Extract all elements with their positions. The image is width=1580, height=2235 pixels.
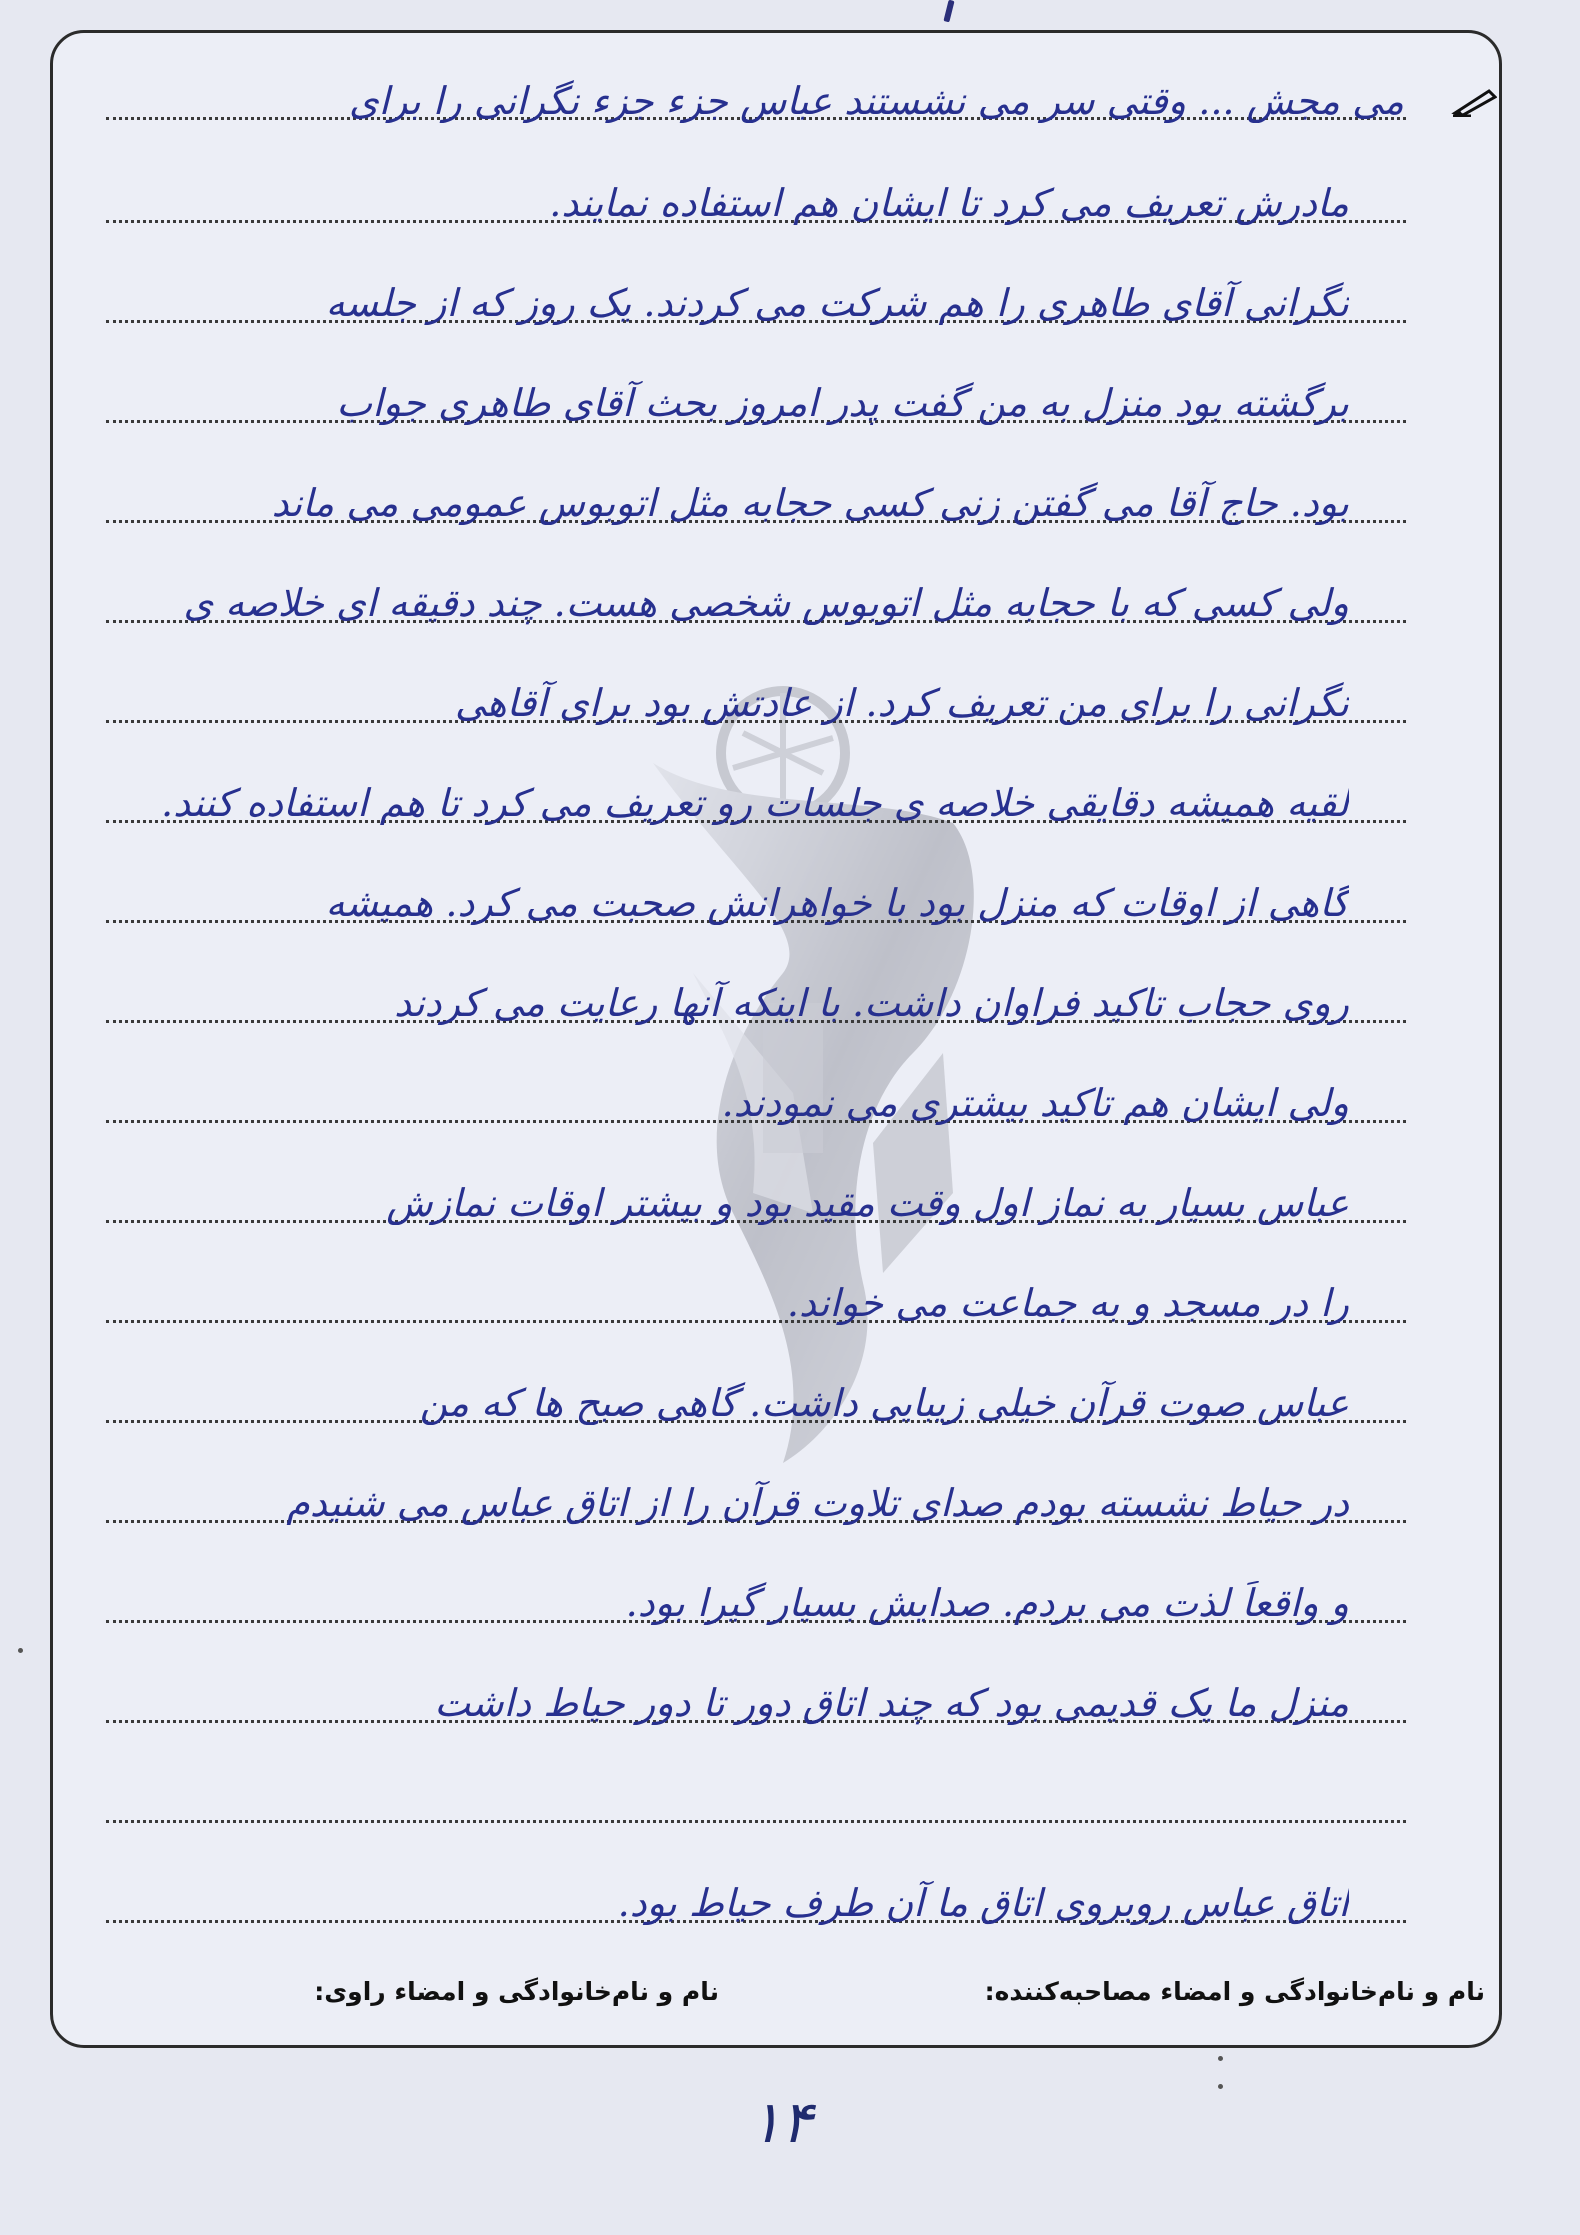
handwriting-line: در حیاط نشسته بودم صدای تلاوت قرآن را از اتاق عباس می شنیدم (286, 1481, 1349, 1525)
stray-dot (1218, 2056, 1223, 2061)
top-pen-mark (943, 0, 954, 22)
handwriting-line: می مجش ... وقتی سر می نشستند عباس جزء جزء نگرانی را برای (348, 79, 1404, 123)
handwriting-line: منزل ما یک قدیمی بود که چند اتاق دور تا دور حیاط داشت (434, 1681, 1349, 1725)
handwriting-line: ولی کسی که با حجابه مثل اتوبوس شخصی هست. چند دقیقه ای خلاصه ی (183, 581, 1349, 625)
handwriting-line: و واقعاً لذت می بردم. صدایش بسیار گیرا بود. (625, 1581, 1349, 1625)
handwriting-line: بود. حاج آقا می گفتن زنی کسی حجابه مثل اتوبوس عمومی می ماند (271, 481, 1349, 525)
pen-writing-icon (1451, 83, 1497, 117)
handwriting-line: نگرانی را برای من تعریف کرد. از عادتش بود برای آقاهی (454, 681, 1349, 725)
handwriting-line: برگشته بود منزل به من گفت پدر امروز بحث آقای طاهری جواب (336, 381, 1349, 425)
handwriting-line: مادرش تعریف می کرد تا ایشان هم استفاده نمایند. (549, 181, 1349, 225)
interviewer-signature-label: نام و نام‌خانوادگی و امضاء مصاحبه‌کننده: (984, 1977, 1485, 2006)
handwriting-line: روی حجاب تاکید فراوان داشت. با اینکه آنها رعایت می کردند (394, 981, 1349, 1025)
handwriting-line: لقیه همیشه دقایقی خلاصه ی جلسات رو تعریف می کرد تا هم استفاده کنند. (161, 781, 1349, 825)
stray-dot (1218, 2084, 1223, 2089)
handwriting-line: عباس صوت قرآن خیلی زیبایی داشت. گاهی صبح ها که من (419, 1381, 1349, 1425)
signature-row (53, 1977, 1499, 2027)
handwriting-line: عباس بسیار به نماز اول وقت مقید بود و بیشتر اوقات نمازش (386, 1181, 1349, 1225)
handwriting-line: گاهی از اوقات که منزل بود با خواهرانش صحبت می کرد. همیشه (325, 881, 1349, 925)
ruled-lines (106, 33, 1406, 2045)
stray-dot (18, 1648, 23, 1653)
handwriting-line: ولی ایشان هم تاکید بیشتری می نمودند. (721, 1081, 1349, 1125)
ruled-line (106, 1820, 1406, 1823)
handwriting-line: اتاق عباس روبروی اتاق ما آن طرف حیاط بود. (617, 1881, 1349, 1925)
page-number: ۱۴ (750, 2088, 813, 2156)
form-frame (50, 30, 1502, 2048)
handwriting-line: را در مسجد و به جماعت می خواند. (786, 1281, 1349, 1325)
narrator-signature-label: نام و نام‌خانوادگی و امضاء راوی: (314, 1977, 719, 2006)
handwriting-line: نگرانی آقای طاهری را هم شرکت می کردند. یک روز که از جلسه (325, 281, 1349, 325)
